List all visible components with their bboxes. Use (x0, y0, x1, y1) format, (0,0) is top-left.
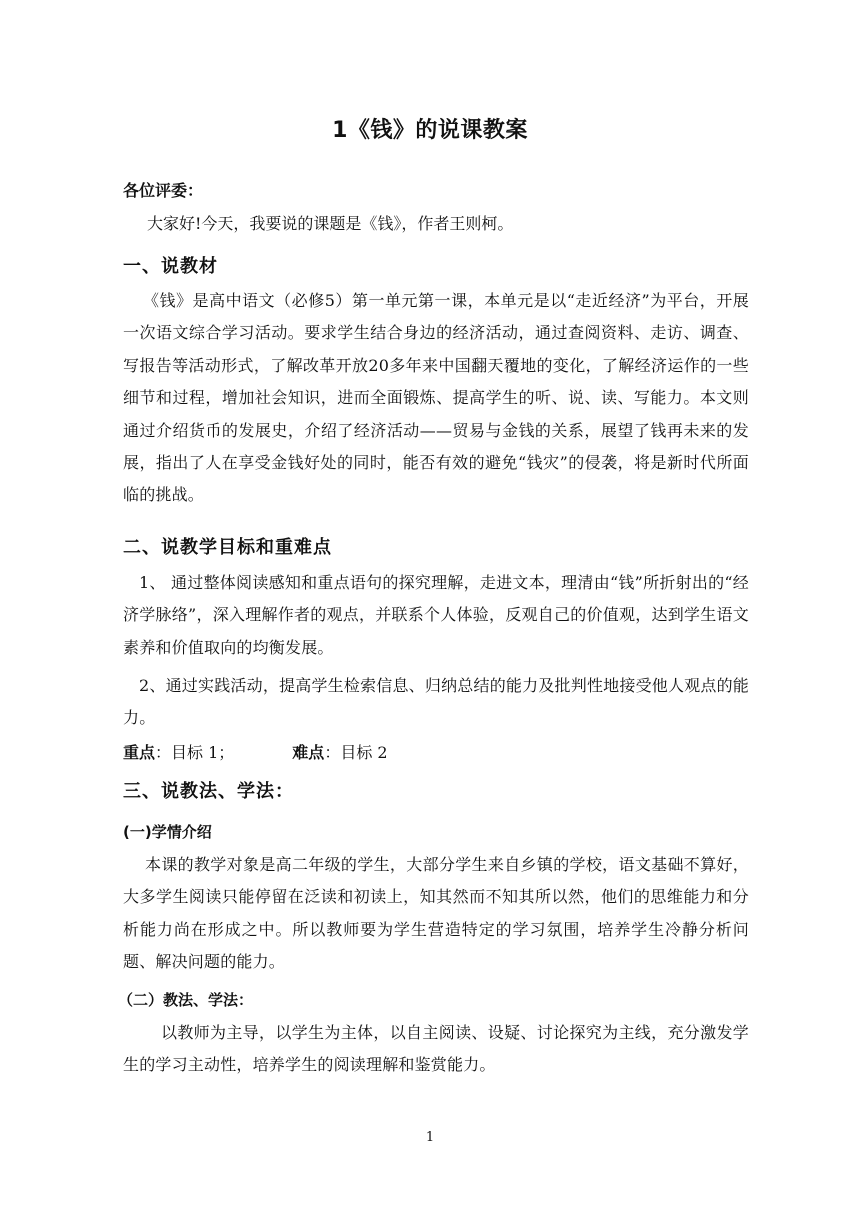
section-heading-textbook: 一、说教材 (123, 256, 218, 277)
document-title: 1《钱》的说课教案 (332, 118, 528, 143)
section-heading-goals: 二、说教学目标和重难点 (123, 537, 332, 558)
section-paragraph-textbook: 《钱》是高中语文（必修5）第一单元第一课，本单元是以“走近经济”为平台，开展一次语文综合学习活动。要求学生结合身边的经济活动，通过查阅资料、走访、调查、写报告等活动形式，了解改革开放20多年来中国翻天覆地的变化，了解经济运作的一些细节和过程，增加社会知识，进而全面锻炼、提高学生的听、说、读、写能力。本文则通过介绍货币的发展史，介绍了经济活动——贸易与金钱的关系，展望了钱再未来的发展，指出了人在享受金钱好处的同时，能否有效的避免“钱灾”的侵袭，将是新时代所面临的挑战。 (123, 291, 749, 505)
difficult-point-label: 难点 (292, 743, 325, 762)
paragraph-student-situation: 本课的教学对象是高二年级的学生，大部分学生来自乡镇的学校，语文基础不算好，大多学生阅读只能停留在泛读和初读上，知其然而不知其所以然，他们的思维能力和分析能力尚在形成之中。所以教师要为学生营造特定的学习氛围，培养学生冷静分析问题、解决问题的能力。 (123, 855, 749, 972)
intro-line: 大家好!今天，我要说的课题是《钱》，作者王则柯。 (147, 214, 514, 233)
page-number: 1 (425, 1130, 435, 1145)
key-difficult-points (123, 740, 388, 763)
goal-item-1: 1、 通过整体阅读感知和重点语句的探究理解，走进文本，理清由“钱”所折射出的“经济学脉络”，深入理解作者的观点，并联系个人体验，反观自己的价值观，达到学生语文素养和价值取向的均衡发展。 (123, 573, 749, 657)
goal-item-2: 2、通过实践活动，提高学生检索信息、归纳总结的能力及批判性地接受他人观点的能力。 (123, 676, 749, 728)
difficult-point-value: ：目标 2 (324, 743, 388, 762)
key-point-value: ：目标 1； (155, 743, 235, 762)
subheading-teaching-methods: （二）教法、学法： (118, 991, 254, 1009)
paragraph-teaching-methods: 以教师为主导，以学生为主体，以自主阅读、设疑、讨论探究为主线，充分激发学生的学习主动性，培养学生的阅读理解和鉴赏能力。 (123, 1023, 749, 1075)
key-point-label: 重点 (123, 743, 156, 762)
subheading-student-situation: (一)学情介绍 (123, 823, 212, 841)
greeting: 各位评委： (123, 181, 204, 200)
section-heading-methods: 三、说教法、学法： (123, 781, 294, 802)
